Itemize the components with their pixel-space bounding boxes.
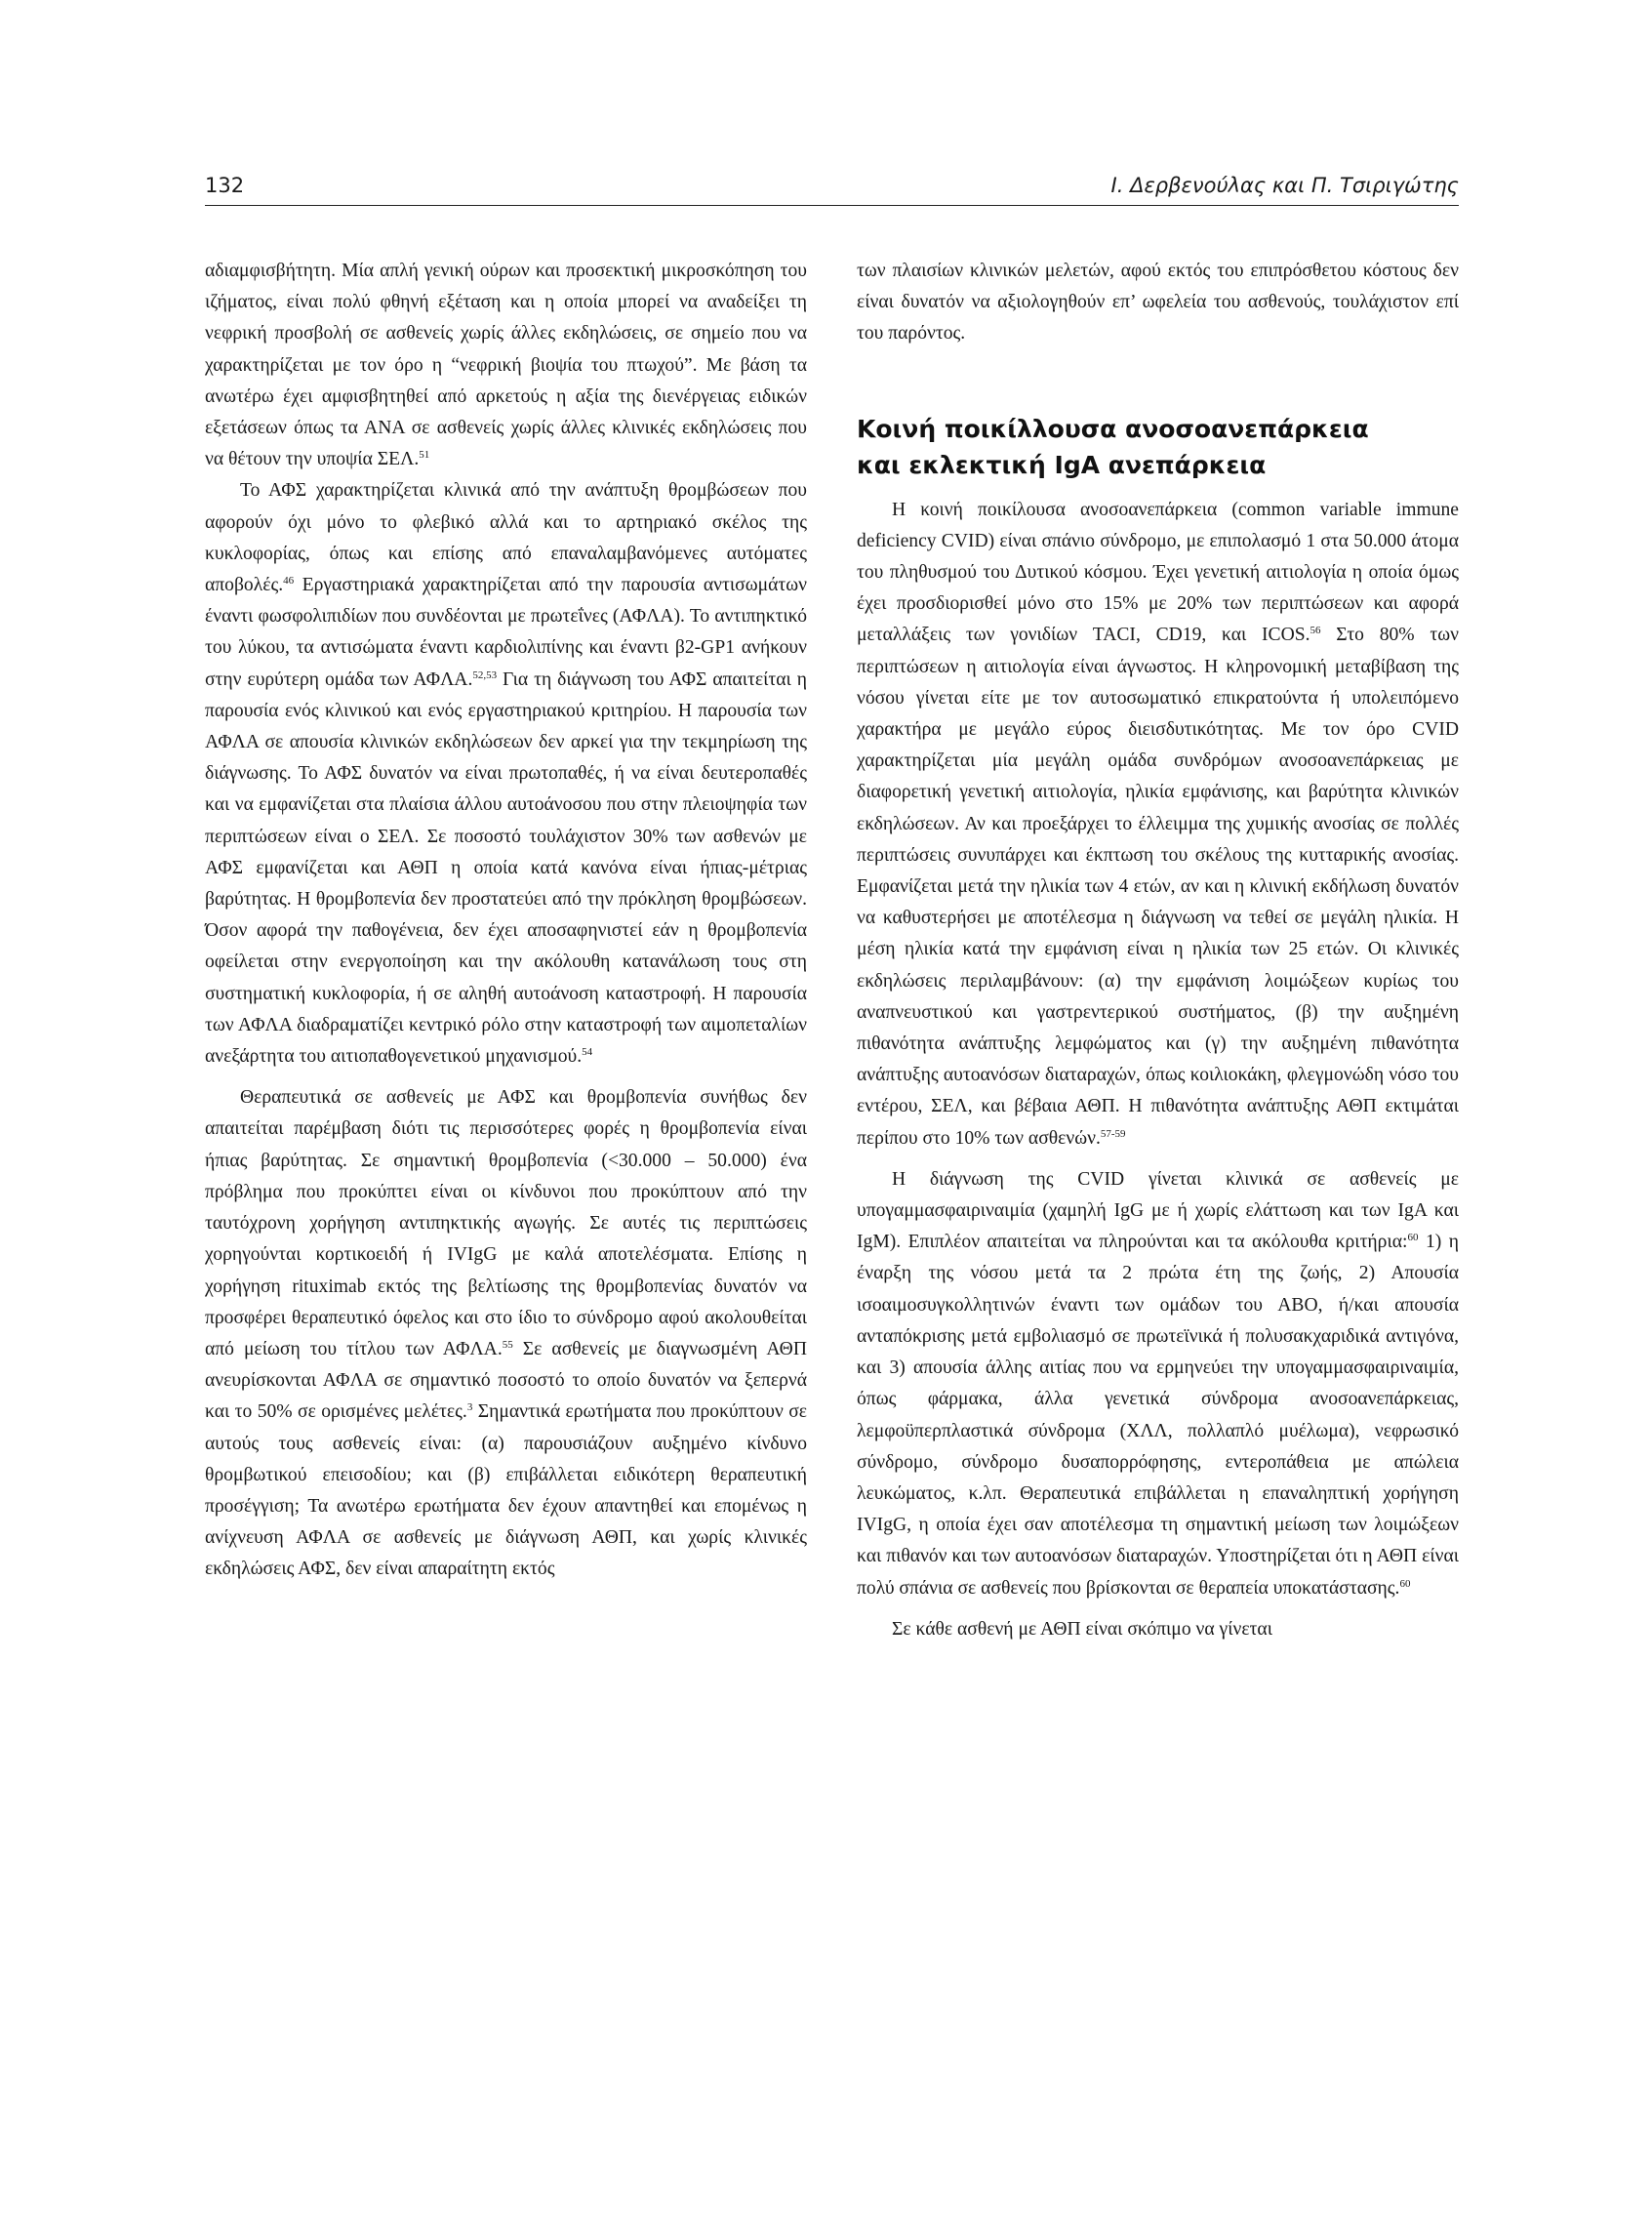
citation-ref: 60 bbox=[1407, 1232, 1419, 1244]
running-head: Ι. Δερβενούλας και Π. Τσιριγώτης bbox=[1110, 174, 1459, 197]
text-run: Η κοινή ποικίλουσα ανοσοανεπάρκεια (common variable immune deficiency CVID) είναι σπάνιο σύνδρομο, με επιπολασμό 1 στα 50.000 άτομα του πληθυσμού του Δυτικού κόσμου. Έχει γενετική αιτιολογία η οποία όμως έχει προσδιορισθεί μόνο στο 15% με 20% των περιπτώσεων και αφορά μεταλλάξεις των γονιδίων TACI, CD19, και ICOS. bbox=[857, 499, 1459, 646]
body-paragraph bbox=[857, 256, 1459, 350]
citation-ref: 52,53 bbox=[472, 669, 498, 681]
citation-ref: 57-59 bbox=[1100, 1127, 1126, 1140]
body-paragraph bbox=[857, 1164, 1459, 1604]
body-paragraph bbox=[857, 495, 1459, 1155]
citation-ref: 54 bbox=[582, 1046, 593, 1059]
page-number: 132 bbox=[205, 174, 245, 197]
body-paragraph bbox=[205, 256, 807, 475]
page-header bbox=[205, 174, 1459, 206]
text-run: Το ΑΦΣ χαρακτηρίζεται κλινικά από την ανάπτυξη θρομβώσεων που αφορούν όχι μόνο το φλεβικό αλλά και το αρτηριακό σκέλος της κυκλοφορίας, όπως και επίσης από επαναλαμβανόμενες αυτόματες αποβολές. bbox=[205, 480, 807, 596]
citation-ref: 56 bbox=[1310, 625, 1321, 637]
section-heading-line: Κοινή ποικίλλουσα ανοσοανεπάρκεια bbox=[857, 414, 1369, 443]
right-column bbox=[857, 256, 1459, 1645]
text-run: Σημαντικά ερωτήματα που προκύπτουν σε αυτούς τους ασθενείς είναι: (α) παρουσιάζουν αυξημένο κίνδυνο θρομβωτικού επεισοδίου; και (β) επιβάλλεται ειδικότερη θεραπευτική προσέγγιση; Τα ανωτέρω ερωτήματα δεν έχουν απαντηθεί και επομένως η ανίχνευση ΑΦΛΑ σε ασθενείς με διάγνωση ΑΘΠ, και χωρίς κλινικές εκδηλώσεις ΑΦΣ, δεν είναι απαραίτητη εκτός bbox=[205, 1401, 807, 1580]
text-run: Εργαστηριακά χαρακτηρίζεται από την παρουσία αντισωμάτων έναντι φωσφολιπιδίων που συνδέονται με πρωτεΐνες (ΑΦΛΑ). Το αντιπηκτικό του λύκου, τα αντισώματα έναντι καρδιολιπίνης και έναντι β2-GP1 ανήκουν στην ευρύτερη ομάδα των ΑΦΛΑ. bbox=[205, 575, 807, 690]
body-paragraph bbox=[857, 1614, 1459, 1645]
text-run: Η διάγνωση της CVID γίνεται κλινικά σε ασθενείς με υπογαμμασφαιριναιμία (χαμηλή IgG με ή χωρίς ελάττωση και των IgA και IgM). Επιπλέον απαιτείται να πληρούνται και τα ακόλουθα κριτήρια: bbox=[857, 1168, 1459, 1253]
body-paragraph bbox=[205, 475, 807, 1073]
citation-ref: 46 bbox=[283, 575, 295, 588]
text-run: Για τη διάγνωση του ΑΦΣ απαιτείται η παρουσία ενός κλινικού και ενός εργαστηριακού κριτηρίου. Η παρουσία των ΑΦΛΑ σε απουσία κλινικών εκδηλώσεων δεν αρκεί για την τεκμηρίωση της διάγνωσης. Το ΑΦΣ δυνατόν να είναι πρωτοπαθές, ή να είναι δευτεροπαθές και να εμφανίζεται στα πλαίσια άλλου αυτοάνοσου που στην πλειοψηφία των περιπτώσεων είναι ο ΣΕΛ. Σε ποσοστό τουλάχιστον 30% των ασθενών με ΑΦΣ εμφανίζεται και ΑΘΠ η οποία κατά κανόνα είναι ήπιας-μέτριας βαρύτητας. Η θρομβοπενία δεν προστατεύει από την πρόκληση θρομβώσεων. Όσον αφορά την παθογένεια, δεν έχει αποσαφηνιστεί εάν η θρομβοπενία οφείλεται στην ενεργοποίηση και την ακόλουθη κατανάλωση τους στη συστηματική κυκλοφορία, ή σε αληθή αυτοάνοση καταστροφή. Η παρουσία των ΑΦΛΑ διαδραματίζει κεντρικό ρόλο στην καταστροφή των αιμοπεταλίων ανεξάρτητα του αιτιοπαθογενετικού μηχανισμού. bbox=[205, 669, 807, 1068]
citation-ref: 51 bbox=[419, 449, 430, 462]
text-run: Σε κάθε ασθενή με ΑΘΠ είναι σκόπιμο να γίνεται bbox=[892, 1618, 1272, 1640]
citation-ref: 55 bbox=[502, 1338, 513, 1351]
text-run: Στο 80% των περιπτώσεων η αιτιολογία είναι άγνωστος. Η κληρονομική μεταβίβαση της νόσου γίνεται είτε με τον αυτοσωματικό επικρατούντα ή υπολειπόμενο χαρακτήρα με μεγάλο εύρος διεισδυτικότητας. Με τον όρο CVID χαρακτηρίζεται μία μεγάλη ομάδα συνδρόμων ανοσοανεπάρκειας με διαφορετική γενετική αιτιολογία, ηλικία εμφάνισης, και βαρύτητα κλινικών εκδηλώσεων. Αν και προεξάρχει το έλλειμμα της χυμικής ανοσίας σε πολλές περιπτώσεις συνυπάρχει και έκπτωση του σκέλους της κυτταρικής ανοσίας. Εμφανίζεται μετά την ηλικία των 4 ετών, αν και η κλινική εκδήλωση δυνατόν να καθυστερήσει με αποτέλεσμα η διάγνωση να τεθεί σε μεγάλη ηλικία. Η μέση ηλικία κατά την εμφάνιση είναι η ηλικία των 25 ετών. Οι κλινικές εκδηλώσεις περιλαμβάνουν: (α) την εμφάνιση λοιμώξεων κυρίως του αναπνευστικού και γαστρεντερικού συστήματος, (β) την αυξημένη πιθανότητα ανάπτυξης λεμφώματος και (γ) την αυξημένη πιθανότητα ανάπτυξης αυτοανόσων διαταραχών, όπως κοιλιοκάκη, φλεγμονώδη νόσο του εντέρου, ΣΕΛ, και βέβαια ΑΘΠ. Η πιθανότητα ανάπτυξης ΑΘΠ εκτιμάται περίπου στο 10% των ασθενών. bbox=[857, 625, 1459, 1149]
text-run: 1) η έναρξη της νόσου μετά τα 2 πρώτα έτη της ζωής, 2) Απουσία ισοαιμοσυγκολλητινών έναντι των ομάδων του ΑΒΟ, ή/και απουσία ανταπόκρισης μετά εμβολιασμό σε πρωτεϊνικά ή πολυσακχαριδικά αντιγόνα, και 3) απουσία άλλης αιτίας που να ερμηνεύει την υπογαμμασφαιριναιμία, όπως φάρμακα, άλλα γενετικά σύνδρομα ανοσοανεπάρκειας, λεμφοϋπερπλαστικά σύνδρομα (ΧΛΛ, πολλαπλό μυέλωμα), νεφρωσικό σύνδρομο, σύνδρομο δυσαπορρόφησης, εντεροπάθεια με απώλεια λευκώματος, κ.λπ. Θεραπευτικά επιβάλλεται η επαναληπτική χορήγηση IVIgG, η οποία έχει σαν αποτέλεσμα τη σημαντική μείωση των λοιμώξεων και πιθανόν και των αυτοανόσων διαταραχών. Υποστηρίζεται ότι η ΑΘΠ είναι πολύ σπάνια σε ασθενείς που βρίσκονται σε θεραπεία υποκατάστασης. bbox=[857, 1232, 1459, 1599]
left-column bbox=[205, 256, 807, 1586]
text-run: αδιαμφισβήτητη. Μία απλή γενική ούρων και προσεκτική μικροσκόπηση του ιζήματος, είναι πολύ φθηνή εξέταση και η οποία μπορεί να αναδείξει τη νεφρική προσβολή σε ασθενείς χωρίς άλλες εκδηλώσεις, σε σημείο που να χαρακτηρίζεται με τον όρο η “νεφρική βιοψία του πτωχού”. Με βάση τα ανωτέρω έχει αμφισβητηθεί από αρκετούς η αξία της διενέργειας ειδικών εξετάσεων όπως τα ΑΝΑ σε ασθενείς χωρίς άλλες κλινικές εκδηλώσεις που να θέτουν την υποψία ΣΕΛ. bbox=[205, 261, 807, 470]
body-paragraph bbox=[205, 1082, 807, 1585]
text-run: των πλαισίων κλινικών μελετών, αφού εκτός του επιπρόσθετου κόστους δεν είναι δυνατόν να αξιολογηθούν επ’ ωφελεία του ασθενούς, τουλάχιστον επί του παρόντος. bbox=[857, 261, 1459, 344]
citation-ref: 60 bbox=[1399, 1577, 1411, 1590]
text-run: Θεραπευτικά σε ασθενείς με ΑΦΣ και θρομβοπενία συνήθως δεν απαιτείται παρέμβαση διότι τις περισσότερες φορές η θρομβοπενία είναι ήπιας βαρύτητας. Σε σημαντική θρομβοπενία (<30.000 – 50.000) ένα πρόβλημα που προκύπτει είναι οι κίνδυνοι που προκύπτουν από την ταυτόχρονη χορήγηση αντιπηκτικής αγωγής. Σε αυτές τις περιπτώσεις χορηγούνται κορτικοειδή ή IVIgG με καλά αποτελέσματα. Επίσης η χορήγηση rituximab εκτός της βελτίωσης της θρομβοπενίας δυνατόν να προσφέρει θεραπευτικό όφελος και στο ίδιο το σύνδρομο αφού ακολουθείται από μείωση του τίτλου των ΑΦΛΑ. bbox=[205, 1087, 807, 1359]
text-run: Σε ασθενείς με διαγνωσμένη ΑΘΠ ανευρίσκονται ΑΦΛΑ σε σημαντικό ποσοστό το οποίο δυνατόν να ξεπερνά και το 50% σε ορισμένες μελέτες. bbox=[205, 1338, 807, 1423]
section-heading bbox=[857, 411, 1459, 483]
section-heading-line: και εκλεκτική IgA ανεπάρκεια bbox=[857, 450, 1267, 479]
citation-ref: 3 bbox=[466, 1401, 473, 1414]
